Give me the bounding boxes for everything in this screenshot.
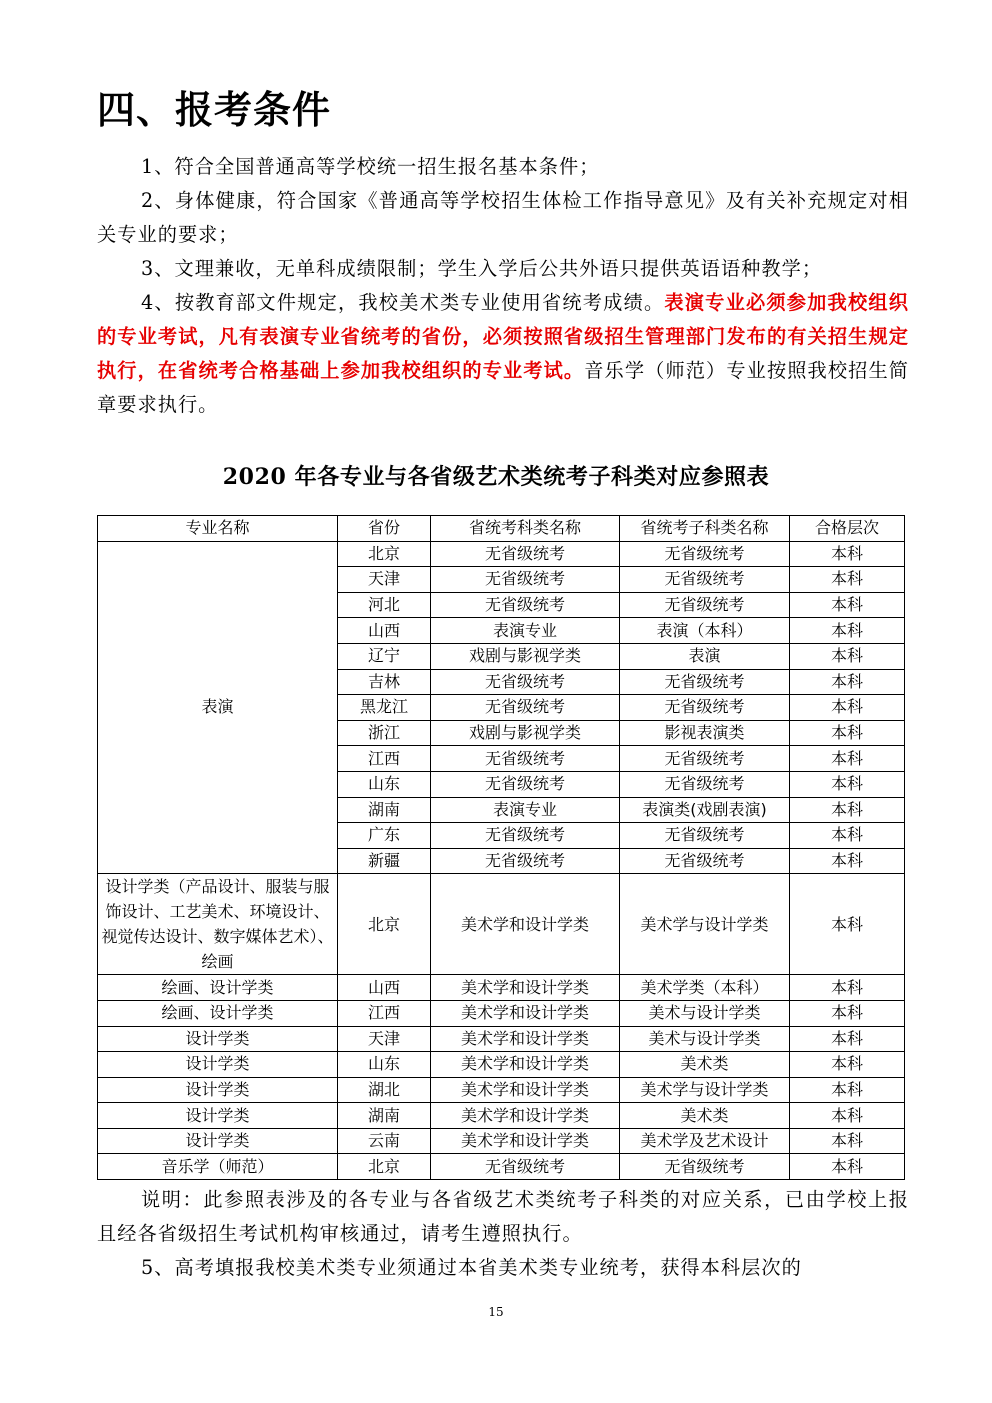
cell-subcategory: 影视表演类 [620,720,790,746]
cell-province: 广东 [338,823,431,849]
condition-4-intro: 4、按教育部文件规定，我校美术类专业使用省统考成绩。 [141,291,665,314]
cell-subcategory: 美术学类（本科） [620,975,790,1001]
cell-province: 北京 [338,1154,431,1180]
cell-category: 美术学和设计学类 [431,1103,620,1129]
cell-major: 设计学类 [98,1128,338,1154]
cell-subcategory: 无省级统考 [620,823,790,849]
header-major: 专业名称 [98,516,338,542]
cell-subcategory: 美术学与设计学类 [620,1077,790,1103]
cell-level: 本科 [790,1026,905,1052]
condition-1: 1、符合全国普通高等学校统一招生报名基本条件； [141,155,600,178]
cell-subcategory: 表演（本科） [620,618,790,644]
cell-category: 无省级统考 [431,541,620,567]
cell-level: 本科 [790,975,905,1001]
cell-subcategory: 美术与设计学类 [620,1000,790,1026]
cell-province: 新疆 [338,848,431,874]
cell-major: 设计学类 [98,1103,338,1129]
cell-province: 江西 [338,746,431,772]
table-row [98,1077,905,1103]
table-header-row [98,516,905,542]
cell-major: 设计学类 [98,1026,338,1052]
cell-subcategory: 无省级统考 [620,771,790,797]
header-category: 省统考科类名称 [431,516,620,542]
cell-category: 美术学和设计学类 [431,975,620,1001]
cell-province: 湖北 [338,1077,431,1103]
cell-category: 无省级统考 [431,771,620,797]
cell-subcategory: 美术类 [620,1052,790,1078]
cell-province: 山东 [338,771,431,797]
cell-subcategory: 无省级统考 [620,567,790,593]
header-province: 省份 [338,516,431,542]
cell-level: 本科 [790,720,905,746]
condition-5: 5、高考填报我校美术类专业须通过本省美术类专业统考，获得本科层次的 [141,1256,802,1279]
header-subcategory: 省统考子科类名称 [620,516,790,542]
cell-category: 无省级统考 [431,567,620,593]
condition-3: 3、文理兼收，无单科成绩限制；学生入学后公共外语只提供英语语种教学； [141,257,823,280]
cell-category: 美术学和设计学类 [431,1026,620,1052]
cell-level: 本科 [790,567,905,593]
cell-major: 表演 [98,541,338,874]
cell-province: 黑龙江 [338,695,431,721]
cell-subcategory: 无省级统考 [620,746,790,772]
table-row [98,541,905,567]
cell-subcategory: 无省级统考 [620,695,790,721]
cell-subcategory: 美术与设计学类 [620,1026,790,1052]
cell-province: 山西 [338,975,431,1001]
table-row [98,1154,905,1180]
cell-category: 无省级统考 [431,695,620,721]
table-row [98,975,905,1001]
cell-level: 本科 [790,541,905,567]
cell-level: 本科 [790,1077,905,1103]
cell-level: 本科 [790,823,905,849]
cell-level: 本科 [790,695,905,721]
condition-4 [97,286,909,422]
table-row [98,1052,905,1078]
cell-category: 无省级统考 [431,848,620,874]
cell-subcategory: 美术类 [620,1103,790,1129]
cell-category: 美术学和设计学类 [431,1000,620,1026]
cell-level: 本科 [790,1000,905,1026]
cell-level: 本科 [790,848,905,874]
cell-category: 戏剧与影视学类 [431,643,620,669]
cell-major: 设计学类 [98,1052,338,1078]
cell-category: 无省级统考 [431,1154,620,1180]
cell-province: 吉林 [338,669,431,695]
condition-4-highlight: 表演专业必须参加我校组织的专业考试，凡有表演专业省统考的省份，必须按照省级招生管理部门发布的有关招生规定执行，在省统考合格基础上参加我校组织的专业考试。 [97,291,909,382]
cell-province: 浙江 [338,720,431,746]
condition-2: 2、身体健康，符合国家《普通高等学校招生体检工作指导意见》及有关补充规定对相关专业的要求； [97,189,909,246]
cell-subcategory: 无省级统考 [620,541,790,567]
table-row [98,1026,905,1052]
table-note: 说明：此参照表涉及的各专业与各省级艺术类统考子科类的对应关系，已由学校上报且经各省级招生考试机构审核通过，请考生遵照执行。 [97,1188,909,1245]
table-row [98,874,905,975]
cell-subcategory: 美术学与设计学类 [620,874,790,975]
cell-province: 北京 [338,541,431,567]
cell-major: 绘画、设计学类 [98,1000,338,1026]
cell-subcategory: 表演 [620,643,790,669]
cell-category: 美术学和设计学类 [431,1052,620,1078]
cell-level: 本科 [790,746,905,772]
cell-province: 天津 [338,567,431,593]
cell-province: 河北 [338,592,431,618]
condition-4-music: 音乐学（师范）专业按照我校招生简章要求执行。 [97,359,909,416]
cell-category: 表演专业 [431,797,620,823]
cell-province: 湖南 [338,1103,431,1129]
cell-subcategory: 表演类(戏剧表演) [620,797,790,823]
section-heading: 四、报考条件 [97,88,332,132]
table-row [98,1000,905,1026]
cell-level: 本科 [790,1103,905,1129]
cell-major: 设计学类 [98,1077,338,1103]
table-title: 2020 年各专业与各省级艺术类统考子科类对应参照表 [222,464,770,490]
cell-level: 本科 [790,1154,905,1180]
cell-major: 音乐学（师范） [98,1154,338,1180]
cell-subcategory: 无省级统考 [620,1154,790,1180]
cell-level: 本科 [790,592,905,618]
cell-province: 湖南 [338,797,431,823]
cell-major: 设计学类（产品设计、服装与服饰设计、工艺美术、环境设计、视觉传达设计、数字媒体艺术）、绘画 [98,874,338,975]
cell-subcategory: 无省级统考 [620,848,790,874]
cell-province: 北京 [338,874,431,975]
cell-major: 绘画、设计学类 [98,975,338,1001]
cell-province: 辽宁 [338,643,431,669]
cell-province: 山西 [338,618,431,644]
cell-category: 戏剧与影视学类 [431,720,620,746]
cell-category: 无省级统考 [431,823,620,849]
reference-table [97,515,905,1180]
cell-category: 美术学和设计学类 [431,874,620,975]
cell-category: 无省级统考 [431,592,620,618]
cell-province: 江西 [338,1000,431,1026]
cell-level: 本科 [790,874,905,975]
table-row [98,1128,905,1154]
cell-province: 天津 [338,1026,431,1052]
cell-level: 本科 [790,1052,905,1078]
cell-subcategory: 无省级统考 [620,669,790,695]
cell-level: 本科 [790,643,905,669]
cell-category: 美术学和设计学类 [431,1128,620,1154]
cell-category: 无省级统考 [431,669,620,695]
cell-level: 本科 [790,1128,905,1154]
table-row [98,1103,905,1129]
cell-level: 本科 [790,797,905,823]
table-body [98,541,905,1179]
header-level: 合格层次 [790,516,905,542]
cell-province: 云南 [338,1128,431,1154]
cell-province: 山东 [338,1052,431,1078]
cell-category: 表演专业 [431,618,620,644]
cell-category: 美术学和设计学类 [431,1077,620,1103]
cell-level: 本科 [790,669,905,695]
cell-subcategory: 无省级统考 [620,592,790,618]
cell-level: 本科 [790,771,905,797]
page-number: 15 [488,1305,504,1319]
cell-level: 本科 [790,618,905,644]
cell-subcategory: 美术学及艺术设计 [620,1128,790,1154]
cell-category: 无省级统考 [431,746,620,772]
